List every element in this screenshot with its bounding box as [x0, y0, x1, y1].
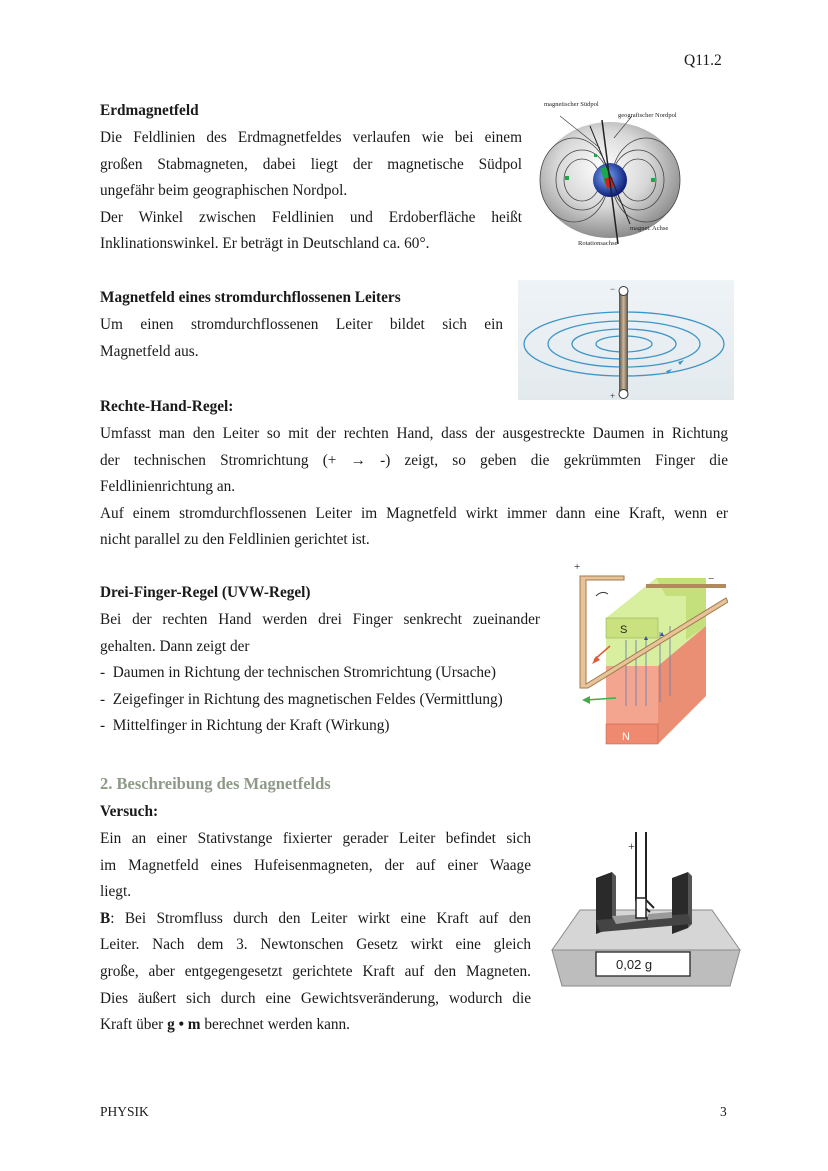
- text-line: Bei der rechten Hand werden drei Finger senkrecht zueinander: [100, 611, 540, 628]
- list-item: - Mittelfinger in Richtung der Kraft (Wirkung): [100, 717, 390, 735]
- text-line: Kraft über g • m berechnet werden kann.: [100, 1016, 351, 1034]
- plus-label: +: [628, 839, 635, 853]
- text-line: Leiter. Nach dem 3. Newtonschen Gesetz wirkt eine gleich: [100, 936, 531, 954]
- heading-erdmagnetfeld: Erdmagnetfeld: [100, 102, 199, 119]
- heading-drei-finger-regel: Drei-Finger-Regel (UVW-Regel): [100, 584, 311, 601]
- heading-versuch: Versuch:: [100, 803, 159, 820]
- text-line: nicht parallel zu den Feldlinien gerichtet ist.: [100, 531, 370, 549]
- footer-page-number: 3: [720, 1104, 727, 1119]
- earth-magnetic-field-figure: [532, 98, 692, 250]
- label-geographic-north-pole: geografischer Nordpol: [618, 112, 677, 119]
- text-line: Um einen stromdurchflossenen Leiter bildet sich ein: [100, 316, 503, 333]
- footer-subject: PHYSIK: [100, 1104, 149, 1119]
- pole-n-label: N: [622, 731, 630, 743]
- heading-leiter: Magnetfeld eines stromdurchflossenen Leiters: [100, 289, 401, 306]
- paragraph-drei-finger-regel: [100, 607, 540, 660]
- heading-rechte-hand-regel: Rechte-Hand-Regel:: [100, 398, 234, 415]
- paragraph-leiter: [100, 312, 503, 365]
- b-label: B: [100, 909, 111, 927]
- pole-s-label: S: [620, 624, 628, 636]
- text-line: Magnetfeld aus.: [100, 342, 199, 360]
- text-line: ungefähr beim geographischen Nordpol.: [100, 182, 348, 200]
- minus-label: −: [708, 573, 715, 585]
- text-line: Dies äußert sich durch eine Gewichtsveränderung, wodurch die: [100, 989, 531, 1007]
- formula: g • m: [167, 1016, 201, 1034]
- minus-label: −: [610, 284, 616, 294]
- text-line: B: Bei Stromfluss durch den Leiter wirkt eine Kraft auf den: [100, 909, 531, 927]
- paragraph-erdmagnetfeld: [100, 125, 522, 258]
- text-line: Feldlinienrichtung an.: [100, 478, 236, 496]
- list-item: - Daumen in Richtung der technischen Stromrichtung (Ursache): [100, 664, 496, 681]
- text-line: Ein an einer Stativstange fixierter gerader Leiter befindet sich: [100, 830, 531, 847]
- text-line: Inklinationswinkel. Er beträgt in Deutschland ca. 60°.: [100, 235, 430, 253]
- finger-list: [100, 660, 550, 740]
- text-line: Die Feldlinien des Erdmagnetfeldes verlaufen wie bei einem: [100, 129, 522, 146]
- list-item: - Zeigefinger in Richtung des magnetischen Feldes (Vermittlung): [100, 690, 503, 708]
- text-line: Umfasst man den Leiter so mit der rechten Hand, dass der ausgestreckte Daumen in Richtung: [100, 425, 728, 442]
- text-line: im Magnetfeld eines Hufeisenmagneten, der auf einer Waage: [100, 856, 531, 874]
- label-magnetic-axis: magnet. Achse: [630, 225, 669, 232]
- section-title: 2. Beschreibung des Magnetfelds: [100, 774, 331, 793]
- text-line: Der Winkel zwischen Feldlinien und Erdoberfläche heißt: [100, 208, 522, 226]
- label-rotation-axis: Rotationsachse: [578, 240, 618, 247]
- label-magnetic-south-pole: magnetischer Südpol: [544, 101, 599, 108]
- page-header-code: Q11.2: [684, 52, 722, 69]
- text-line: große, aber entgegengesetzt gerichtete Kraft auf den Magneten.: [100, 962, 531, 980]
- scale-reading: 0,02 g: [616, 957, 653, 972]
- plus-label: +: [610, 391, 616, 400]
- paragraph-rechte-hand-regel: [100, 421, 728, 554]
- text-line: gehalten. Dann zeigt der: [100, 637, 250, 655]
- paragraph-versuch: [100, 826, 531, 1039]
- plus-label: +: [574, 561, 581, 573]
- uvw-magnet-figure: [566, 556, 728, 746]
- text-line: großen Stabmagneten, dabei liegt der magnetische Südpol: [100, 155, 522, 173]
- text-line: der technischen Stromrichtung (+ → -) zeigt, so geben die gekrümmten Finger die: [100, 451, 728, 469]
- balance-figure: [550, 832, 742, 988]
- text-line: liegt.: [100, 883, 132, 901]
- text-line: Auf einem stromdurchflossenen Leiter im Magnetfeld wirkt immer dann eine Kraft, wenn er: [100, 504, 728, 522]
- wire-field-figure: [518, 280, 734, 400]
